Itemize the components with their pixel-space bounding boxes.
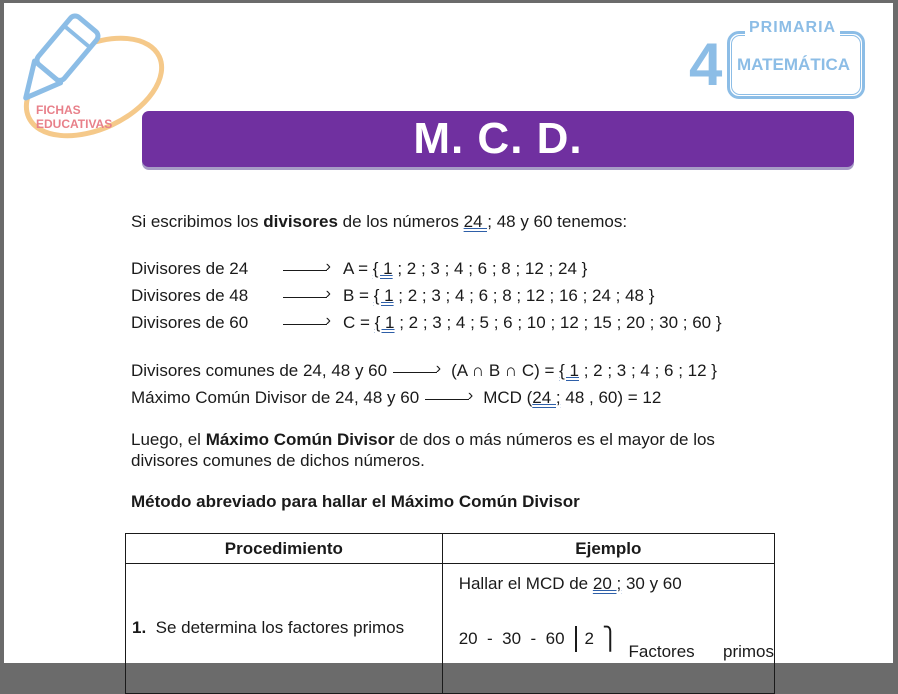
division-numbers: 20 - 30 - 60 (458, 629, 565, 648)
example-first: 20 ; (592, 574, 622, 593)
logo-grade: 4 (689, 31, 723, 98)
set-rest: ; 2 ; 3 ; 4 ; 6 ; 8 ; 12 ; 24 } (392, 259, 588, 278)
intro-num1: 24 ; (463, 212, 492, 231)
intro-pre: Si escribimos los (131, 212, 264, 231)
page-title: M. C. D. (413, 114, 583, 163)
example-pre: Hallar el MCD de (458, 574, 593, 593)
title-banner (142, 111, 854, 167)
conclusion-paragraph (131, 429, 771, 471)
conclusion-bold: Máximo Común Divisor (205, 430, 395, 449)
example-title (459, 574, 774, 594)
header-procedimiento: Procedimiento (126, 534, 443, 564)
example-cell (442, 564, 774, 694)
set-first: { 1 (374, 313, 395, 332)
intro-mid: de los números (337, 212, 464, 231)
mcd-label: Máximo Común Divisor de 24, 48 y 60 (131, 388, 420, 407)
side-note: Factores primos (628, 642, 774, 661)
logo-text-line1: FICHAS (36, 103, 81, 117)
method-heading: Método abreviado para hallar el Máximo Común Divisor (131, 492, 580, 511)
mcd-prefix: MCD ( (483, 388, 533, 407)
primaria-matematica-logo (689, 17, 869, 107)
step-number: 1. (132, 618, 147, 637)
divisors-label: Divisores de 24 (131, 259, 249, 278)
common-set-first: { 1 (559, 361, 579, 380)
logo-matematica: MATEMÁTICA (737, 55, 850, 74)
intro-sentence (131, 212, 627, 232)
set-first: { 1 (372, 259, 393, 278)
set-first: { 1 (373, 286, 394, 305)
divisors-row-60 (131, 313, 722, 333)
common-label: Divisores comunes de 24, 48 y 60 (131, 361, 388, 380)
mcd-first: 24 ; (532, 388, 561, 407)
procedure-cell (126, 564, 443, 694)
common-set-rest: ; 2 ; 3 ; 4 ; 6 ; 12 } (579, 361, 717, 380)
table-header-row (126, 534, 775, 564)
division-factor: 2 (584, 629, 595, 648)
set-rest: ; 2 ; 3 ; 4 ; 6 ; 8 ; 12 ; 16 ; 24 ; 48 } (393, 286, 655, 305)
divisors-label: Divisores de 48 (131, 286, 249, 305)
set-rest: ; 2 ; 3 ; 4 ; 5 ; 6 ; 10 ; 12 ; 15 ; 20 ; 30 ; 60 } (394, 313, 722, 332)
conclusion-post: de dos o más números es el mayor de los divisores comunes de dichos números. (131, 430, 715, 470)
set-prefix: B = (343, 286, 374, 305)
step-text: Se determina los factores primos (146, 618, 405, 637)
step-1 (132, 618, 438, 638)
method-table (125, 533, 775, 694)
logo-text-line2: EDUCATIVAS (36, 117, 113, 131)
divisors-row-48 (131, 286, 654, 306)
header-ejemplo: Ejemplo (442, 534, 774, 564)
set-prefix: C = (343, 313, 375, 332)
logo-primaria: PRIMARIA (745, 19, 840, 37)
divisors-row-24 (131, 259, 587, 279)
brace-icon: ⎫ (602, 626, 619, 651)
arrow-right-icon (283, 265, 331, 275)
conclusion-pre: Luego, el (131, 430, 206, 449)
arrow-right-icon (283, 319, 331, 329)
mcd-row (131, 388, 661, 408)
set-prefix: A = (343, 259, 373, 278)
mcd-rest: 48 , 60) = 12 (560, 388, 662, 407)
common-divisors-row (131, 361, 717, 381)
division-row (459, 616, 774, 662)
intro-bold: divisores (263, 212, 338, 231)
arrow-right-icon (283, 292, 331, 302)
example-post: 30 y 60 (621, 574, 682, 593)
divisors-label: Divisores de 60 (131, 313, 249, 332)
intro-post: 48 y 60 tenemos: (491, 212, 628, 231)
document-page (4, 3, 893, 663)
arrow-right-icon (393, 367, 441, 377)
common-set-prefix: (A ∩ B ∩ C) = (451, 361, 560, 380)
table-row (126, 564, 775, 694)
division-bar (575, 626, 577, 652)
arrow-right-icon (425, 394, 473, 404)
